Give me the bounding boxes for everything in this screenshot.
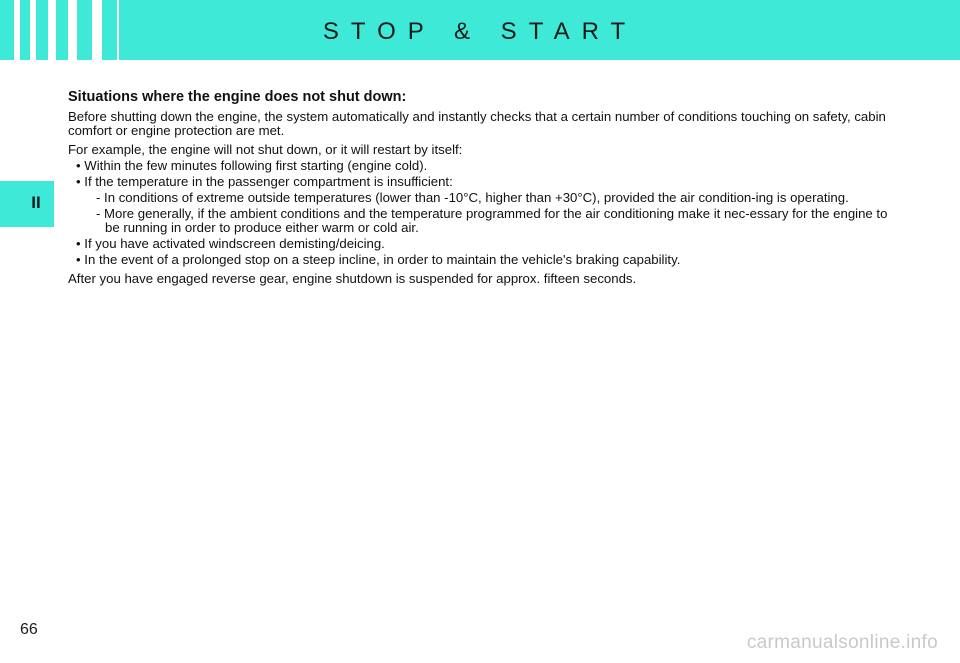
header-stripe	[48, 0, 56, 60]
page-title: STOP & START	[322, 18, 638, 45]
intro-paragraph: Before shutting down the engine, the system automatically and instantly checks that a certain number of conditions touching on safety, cabin comfort or engine protection are met.	[68, 109, 886, 138]
header-stripe	[30, 0, 36, 60]
condition-list	[68, 159, 894, 267]
list-item: • Within the few minutes following first starting (engine cold).	[76, 158, 428, 173]
list-item: • If the temperature in the passenger compartment is insufficient:	[76, 174, 453, 189]
list-item: • If you have activated windscreen demisting/deicing.	[76, 236, 385, 251]
sub-list-item: - More generally, if the ambient conditions and the temperature programmed for the air conditioning make it nec-essary for the engine to be running in order to produce either warm or cold air.	[96, 206, 888, 235]
sub-list-item: - In conditions of extreme outside temperatures (lower than -10°C, higher than +30°C), provided the air condition-ing is operating.	[96, 190, 849, 205]
header-stripe	[117, 0, 119, 60]
header-stripe	[68, 0, 77, 60]
watermark: carmanualsonline.info	[746, 632, 938, 653]
header-stripe	[14, 0, 20, 60]
example-paragraph: For example, the engine will not shut down, or it will restart by itself:	[68, 142, 463, 157]
page-number: 66	[20, 621, 38, 638]
chapter-label: II	[31, 193, 41, 212]
header-stripe	[92, 0, 102, 60]
chapter-tab	[0, 181, 54, 227]
closing-paragraph: After you have engaged reverse gear, engine shutdown is suspended for approx. fifteen seconds.	[68, 271, 637, 286]
header-band	[0, 0, 960, 60]
section-heading: Situations where the engine does not shut down:	[68, 89, 407, 105]
list-item: • In the event of a prolonged stop on a steep incline, in order to maintain the vehicle's braking capability.	[76, 252, 681, 267]
main-content	[68, 89, 894, 291]
